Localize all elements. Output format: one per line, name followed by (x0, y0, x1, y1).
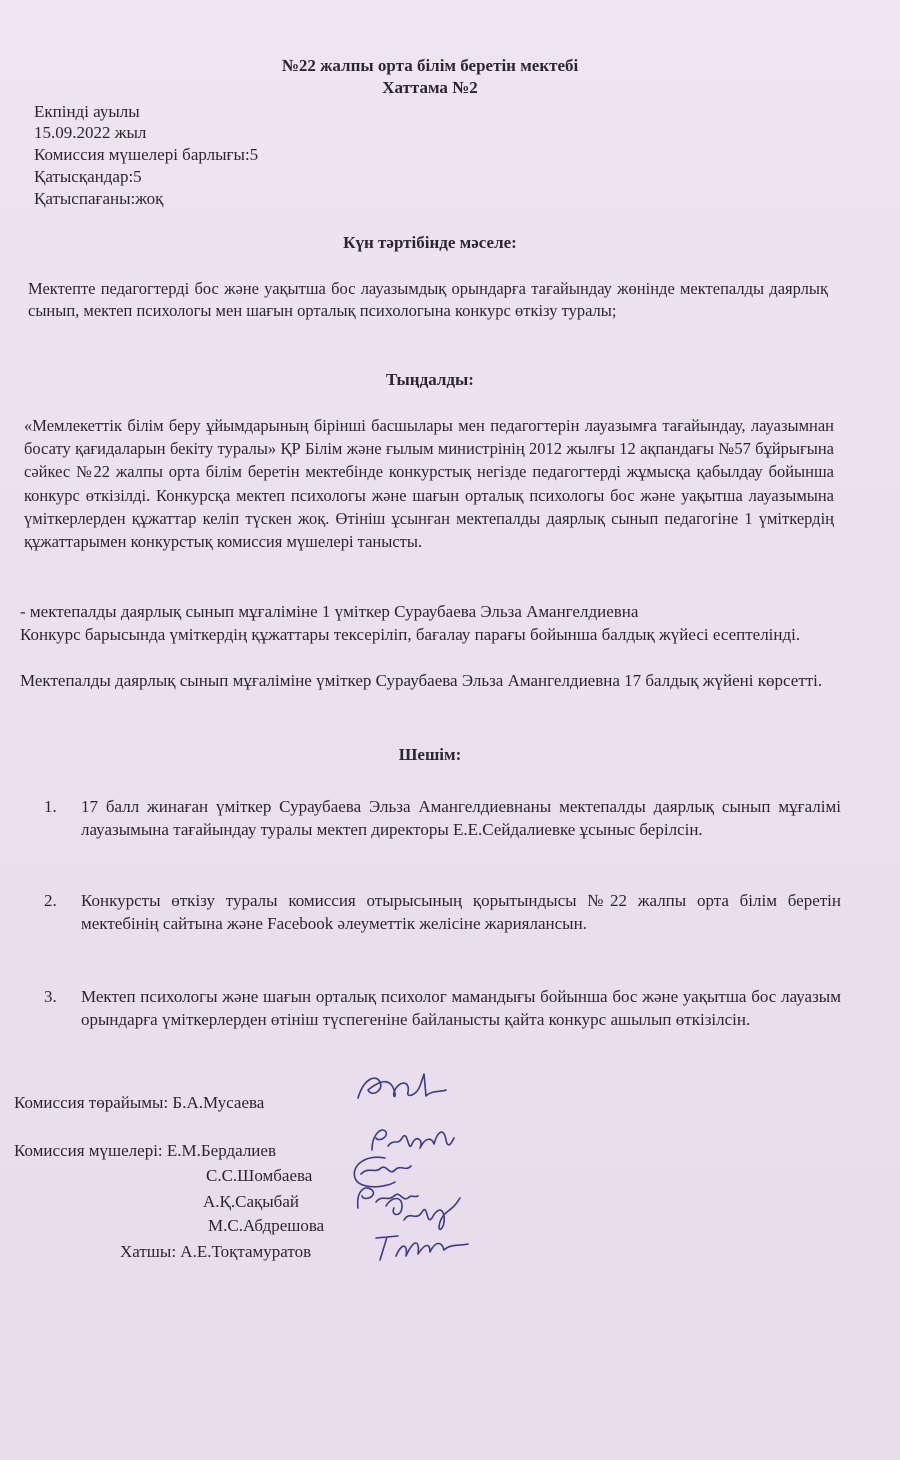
decision-item-number: 1. (44, 797, 57, 816)
decision-item-text: 17 балл жинаған үміткер Сураубаева Эльза Амангелдиевнаны мектепалды даярлық сынып мұғалімі лауазымына тағайындау туралы мектеп директоры Е.Е.Сейдалиевке ұсыныс берілсін. (81, 797, 841, 839)
school-title: №22 жалпы орта білім беретін мектебі (281, 56, 579, 75)
agenda-heading: Күн тәртібінде мәселе: (343, 233, 517, 252)
protocol-number: Хаттама №2 (382, 78, 478, 97)
members-total: Комиссия мүшелері барлығы:5 (34, 145, 259, 164)
decision-item-text: Конкурсты өткізу туралы комиссия отырысының қорытындысы №22 жалпы орта білім беретін мектебінің сайтына және Facebook әлеуметтік желісіне жариялансын. (81, 891, 841, 933)
decision-item-text: Мектеп психологы және шағын орталық психолог мамандығы бойынша бос және уақытша бос лауазым орындарға үміткерлерден өтініш түспегеніне байланысты қайта конкурс ашылып өткізілсін. (81, 987, 841, 1029)
heard-heading: Тыңдалды: (386, 370, 474, 389)
evaluation-line: Конкурс барысында үміткердің құжаттары тексеріліп, бағалау парағы бойынша балдық жүйесі есептелінді. (20, 625, 801, 644)
member-4-signature-line: М.С.Абдрешова (208, 1216, 325, 1235)
decision-item-number: 2. (44, 891, 57, 910)
decision-item-number: 3. (44, 987, 57, 1006)
chair-signature-line: Комиссия төрайымы: Б.А.Мусаева (14, 1093, 265, 1112)
village-name: Екпінді ауылы (34, 102, 140, 121)
chair-handwritten-signature (350, 1068, 450, 1108)
secretary-handwritten-signature (372, 1228, 472, 1264)
decision-heading: Шешім: (398, 745, 462, 764)
member-2-signature-line: С.С.Шомбаева (206, 1166, 313, 1185)
protocol-date: 15.09.2022 жыл (34, 123, 147, 142)
result-line: Мектепалды даярлық сынып мұғаліміне үміткер Сураубаева Эльза Амангелдиевна 17 балдық жүйені көрсетті. (20, 671, 823, 690)
secretary-signature-line: Хатшы: А.Е.Тоқтамуратов (120, 1242, 312, 1261)
present-count: Қатысқандар:5 (34, 167, 142, 186)
absent-count: Қатыспағаны:жоқ (34, 189, 164, 208)
members-signature-line: Комиссия мүшелері: Е.М.Бердалиев (14, 1141, 276, 1160)
candidate-line: - мектепалды даярлық сынып мұғаліміне 1 үміткер Сураубаева Эльза Амангелдиевна (20, 602, 639, 621)
agenda-text: Мектепте педагогтерді бос және уақытша бос лауазымдық орындарға тағайындау жөнінде мектепалды даярлық сынып, мектеп психологы мен шағын орталық психологына конкурс өткізу туралы; (28, 279, 828, 320)
heard-paragraph: «Мемлекеттік білім беру ұйымдарының бірінші басшылары мен педагогтерін лауазымға тағайындау, лауазымнан босату қағидаларын бекіту туралы» ҚР Білім және ғылым министрінің 2012 жылғы 12 ақпандағы №57 бұйрығына сәйкес №22 жалпы орта білім беретін мектебінде конкурстық негізде педагогтерді жұмысқа қабылдау бойынша конкурс өткізілді. Конкурсқа мектеп психологы және шағын орталық психологы бос және уақытша лауазымына үміткерлерден құжаттар келіп түскен жоқ. Өтініш ұсынған мектепалды даярлық сынып педагогіне 1 үміткердің құжаттарымен конкурстық комиссия мүшелері танысты. (24, 416, 834, 552)
member-3-signature-line: А.Қ.Сақыбай (203, 1192, 299, 1211)
